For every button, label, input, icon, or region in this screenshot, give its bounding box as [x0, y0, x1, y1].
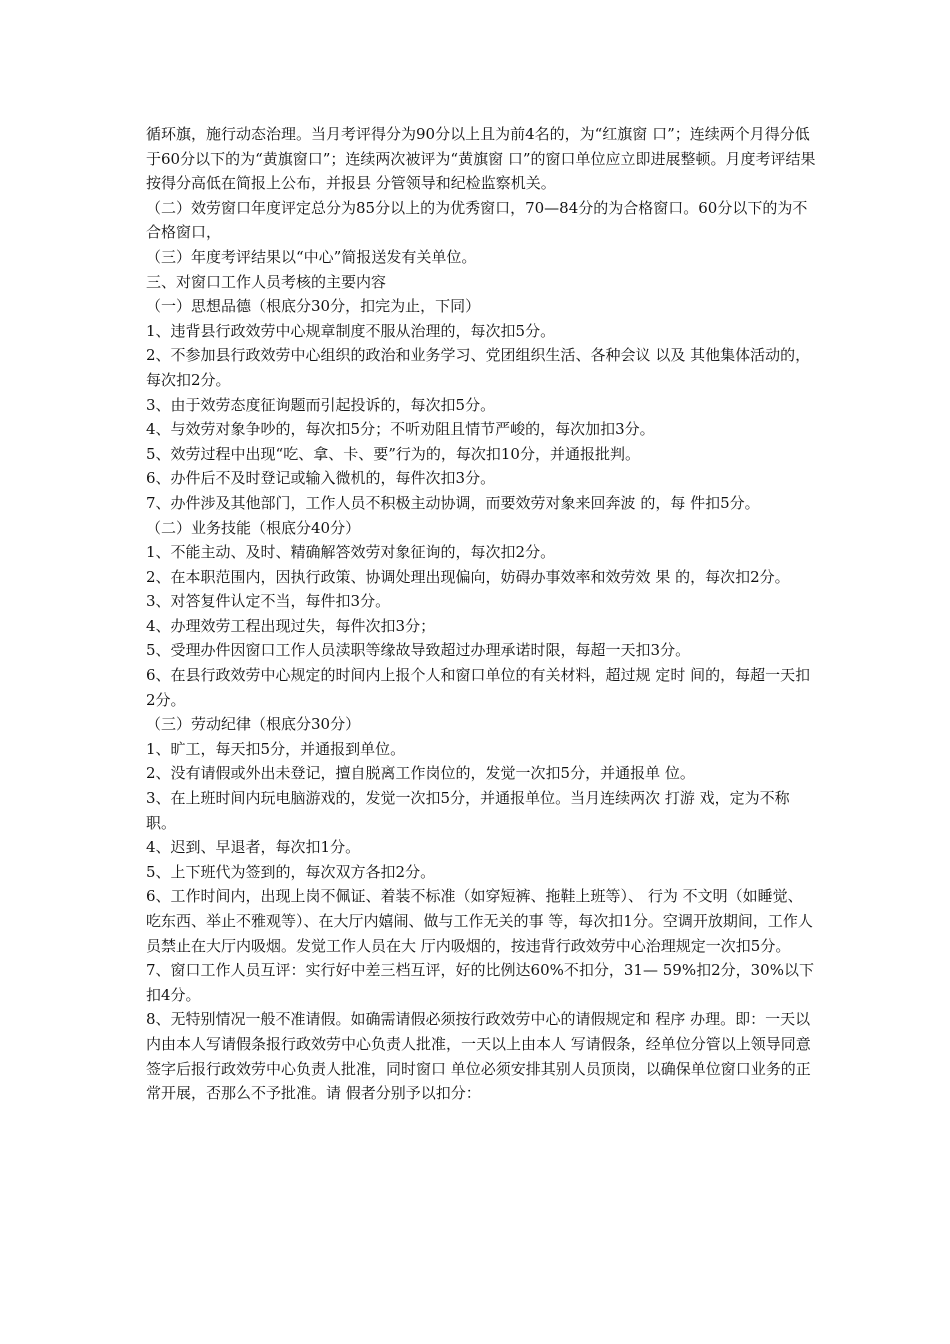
section-heading: 三、对窗口工作人员考核的主要内容 [146, 272, 387, 291]
list-item: 3、对答复件认定不当，每件扣3分。 [146, 592, 391, 611]
paragraph: （三）年度考评结果以“中心”简报送发有关单位。 [146, 247, 477, 266]
list-item: 1、违背县行政效劳中心规章制度不服从治理的，每次扣5分。 [146, 321, 556, 340]
list-item: 8、无特别情况一般不准请假。如确需请假必须按行政效劳中心的请假规定和 程序 办理。即：一天以内由本人写请假条报行政效劳中心负责人批准，一天以上由本人 写请假条，经单位分管以上领导同意签字后报行政效劳中心负责人批准，同时窗口 单位必须安排其别人员顶岗，以确保单位窗口业务的正常开展，否那么不予批准。请 假者分别予以扣分： [146, 1010, 811, 1103]
document-body [146, 122, 816, 1106]
list-item: 1、不能主动、及时、精确解答效劳对象征询的，每次扣2分。 [146, 543, 556, 562]
list-item: 3、在上班时间内玩电脑游戏的，发觉一次扣5分，并通报单位。当月连续两次 打游 戏，定为不称职。 [146, 789, 790, 832]
list-item: 6、办件后不及时登记或输入微机的，每件次扣3分。 [146, 469, 496, 488]
list-item: 2、不参加县行政效劳中心组织的政治和业务学习、党团组织生活、各种会议 以及 其他集体活动的，每次扣2分。 [146, 346, 811, 389]
list-item: 4、迟到、早退者，每次扣1分。 [146, 838, 361, 857]
list-item: 7、窗口工作人员互评：实行好中差三档互评，好的比例达60%不扣分，31— 59%扣2分，30%以下扣4分。 [146, 961, 814, 1004]
list-item: 3、由于效劳态度征询题而引起投诉的，每次扣5分。 [146, 395, 496, 414]
list-item: 6、工作时间内，出现上岗不佩证、着装不标准（如穿短裤、拖鞋上班等）、 行为 不文明（如睡觉、吃东西、举止不雅观等）、在大厅内嬉闹、做与工作无关的事 等，每次扣1分。空调开放期间，工作人员禁止在大厅内吸烟。发觉工作人员在大 厅内吸烟的，按违背行政效劳中心治理规定一次扣5分。 [146, 887, 813, 955]
paragraph: 循环旗，施行动态治理。当月考评得分为90分以上且为前4名的，为“红旗窗 口”；连续两个月得分低于60分以下的为“黄旗窗口”；连续两次被评为“黄旗窗 口”的窗口单位应立即进展整顿。月度考评结果按得分高低在简报上公布，并报县 分管领导和纪检监察机关。 [146, 125, 816, 193]
paragraph: （二）效劳窗口年度评定总分为85分以上的为优秀窗口，70—84分的为合格窗口。60分以下的为不合格窗口， [146, 198, 808, 242]
list-item: 6、在县行政效劳中心规定的时间内上报个人和窗口单位的有关材料，超过规 定时 间的，每超一天扣2分。 [146, 666, 811, 709]
subsection-heading: （三）劳动纪律（根底分30分） [146, 715, 361, 734]
list-item: 1、旷工，每天扣5分，并通报到单位。 [146, 739, 406, 758]
list-item: 5、效劳过程中出现“吃、拿、卡、要”行为的，每次扣10分，并通报批判。 [146, 444, 640, 463]
list-item: 2、在本职范围内，因执行政策、协调处理出现偏向，妨碍办事效率和效劳效 果 的，每次扣2分。 [146, 567, 790, 586]
subsection-heading: （一）思想品德（根底分30分，扣完为止，下同） [146, 297, 481, 316]
list-item: 7、办件涉及其他部门，工作人员不积极主动协调，而要效劳对象来回奔波 的，每 件扣5分。 [146, 493, 760, 512]
list-item: 2、没有请假或外出未登记，擅自脱离工作岗位的，发觉一次扣5分，并通报单 位。 [146, 764, 695, 783]
list-item: 5、上下班代为签到的，每次双方各扣2分。 [146, 862, 436, 881]
list-item: 5、受理办件因窗口工作人员渎职等缘故导致超过办理承诺时限，每超一天扣3分。 [146, 641, 691, 660]
subsection-heading: （二）业务技能（根底分40分） [146, 518, 361, 537]
list-item: 4、与效劳对象争吵的，每次扣5分；不听劝阻且情节严峻的，每次加扣3分。 [146, 420, 655, 439]
list-item: 4、办理效劳工程出现过失，每件次扣3分； [146, 616, 436, 635]
